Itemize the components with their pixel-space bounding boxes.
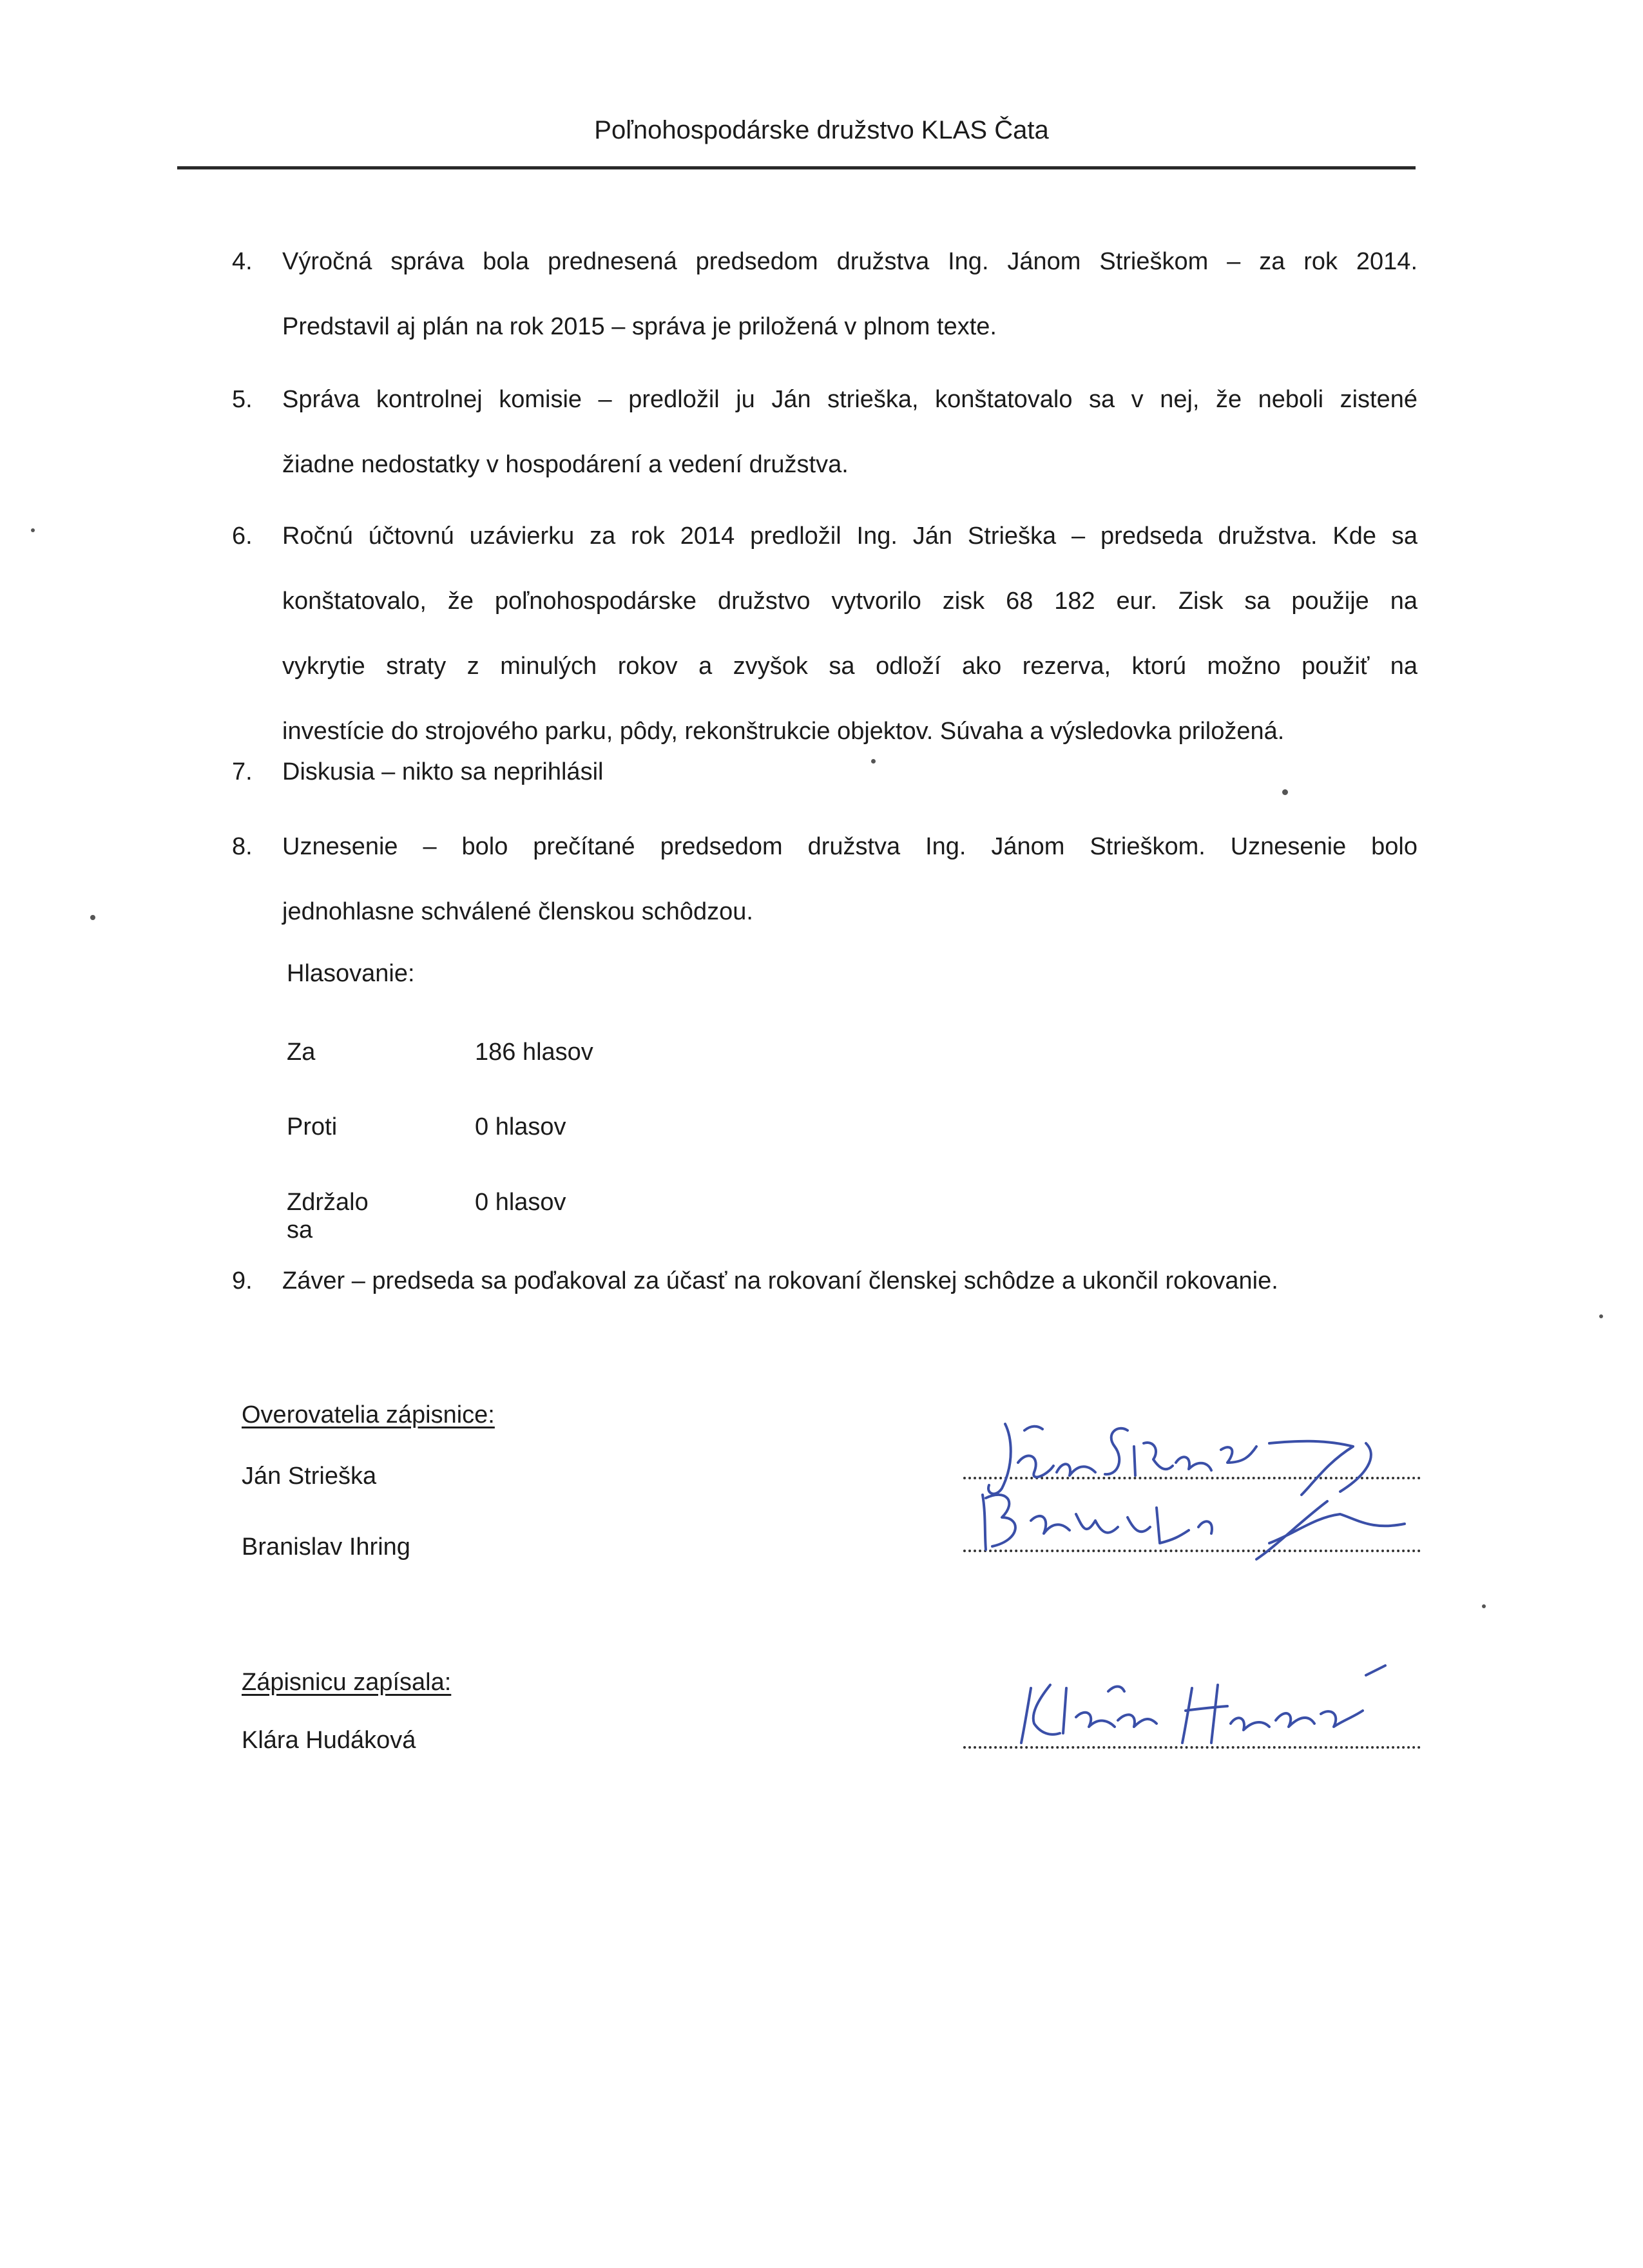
scan-speck — [1282, 789, 1288, 795]
agenda-item-9 — [232, 1249, 1417, 1314]
item-line: konštatovalo, že poľnohospodárske družstvo vytvorilo zisk 68 182 eur. Zisk sa použije na — [282, 588, 1417, 615]
item-line: investície do strojového parku, pôdy, rekonštrukcie objektov. Súvaha a výsledovka priložená. — [282, 718, 1285, 745]
item-line: jednohlasne schválené členskou schôdzou. — [282, 898, 753, 925]
item-line: žiadne nedostatky v hospodárení a vedení družstva. — [282, 451, 849, 478]
vote-value: 0 hlasov — [475, 1189, 566, 1216]
item-line: Predstavil aj plán na rok 2015 – správa je priložená v plnom texte. — [282, 313, 997, 340]
agenda-item-8 — [232, 814, 1417, 945]
signature-branislav-ihring — [966, 1482, 1430, 1566]
vote-label: Za — [287, 1039, 316, 1066]
item-number: 7. — [232, 758, 253, 785]
item-line: Výročná správa bola prednesená predsedom družstva Ing. Jánom Strieškom – za rok 2014. — [282, 248, 1417, 275]
header-title: Poľnohospodárske družstvo KLAS Čata — [594, 116, 1049, 144]
scan-speck — [1599, 1314, 1603, 1318]
item-line: vykrytie straty z minulých rokov a zvyšok sa odloží ako rezerva, ktorú možno použiť na — [282, 653, 1417, 680]
verifier-name-1: Ján Strieška — [242, 1463, 377, 1490]
item-number: 9. — [232, 1267, 253, 1294]
scan-speck — [31, 528, 35, 532]
item-line: Záver – predseda sa poďakoval za účasť na rokovaní členskej schôdze a ukončil rokovanie. — [282, 1267, 1278, 1294]
vote-label: Zdržalo sa — [287, 1189, 369, 1244]
scan-speck — [1482, 1604, 1486, 1608]
recorder-heading: Zápisnicu zapísala: — [242, 1669, 452, 1696]
item-line: Uznesenie – bolo prečítané predsedom družstva Ing. Jánom Strieškom. Uznesenie bolo — [282, 833, 1417, 860]
vote-label: Proti — [287, 1113, 338, 1140]
recorder-name: Klára Hudáková — [242, 1727, 416, 1754]
header-rule — [177, 166, 1416, 169]
item-number: 5. — [232, 386, 253, 413]
vote-value: 0 hlasov — [475, 1113, 566, 1140]
item-line: Ročnú účtovnú uzávierku za rok 2014 predložil Ing. Ján Strieška – predseda družstva. Kde sa — [282, 523, 1417, 550]
signature-klara-hudakova — [1005, 1662, 1417, 1753]
item-number: 8. — [232, 833, 253, 860]
agenda-item-5 — [232, 367, 1417, 497]
item-line: Správa kontrolnej komisie – predložil ju Ján strieška, konštatovalo sa v nej, že neboli zistené — [282, 386, 1417, 413]
scan-speck — [90, 915, 95, 920]
verifiers-heading: Overovatelia zápisnice: — [242, 1401, 495, 1428]
item-line: Diskusia – nikto sa neprihlásil — [282, 758, 604, 785]
voting-heading: Hlasovanie: — [287, 960, 415, 987]
agenda-item-4 — [232, 229, 1417, 360]
verifier-name-2: Branislav Ihring — [242, 1533, 410, 1561]
vote-value: 186 hlasov — [475, 1039, 593, 1066]
agenda-item-7 — [232, 740, 1417, 805]
item-number: 6. — [232, 523, 253, 550]
scan-speck — [871, 759, 876, 764]
agenda-item-6 — [232, 504, 1417, 764]
item-number: 4. — [232, 248, 253, 275]
